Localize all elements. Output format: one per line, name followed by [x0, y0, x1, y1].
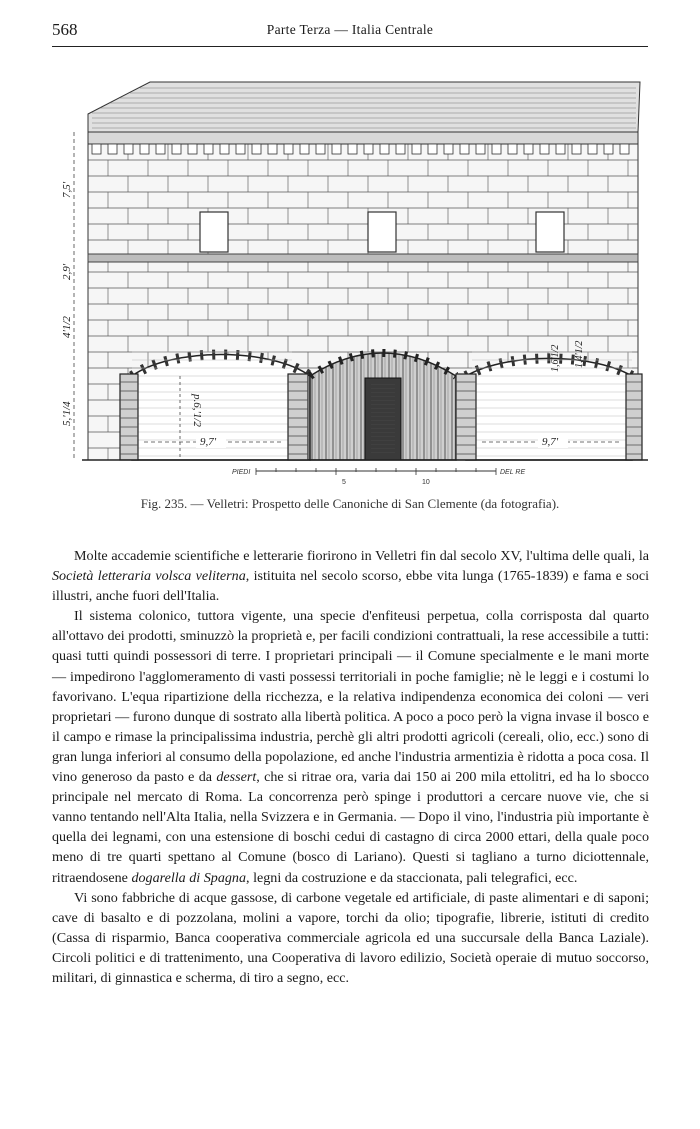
italic-term: dessert — [216, 769, 257, 786]
body-text — [52, 546, 649, 988]
pier-3 — [456, 374, 476, 460]
dim-arch-right-a: 1,6'1/2 — [550, 344, 561, 372]
scale-mark-10: 10 — [422, 479, 430, 486]
scale-bar — [232, 468, 525, 486]
header-rule — [52, 46, 648, 47]
paragraph-3 — [52, 888, 649, 988]
door-panel — [371, 384, 395, 454]
figure-caption: Fig. 235. — Velletri: Prospetto delle Canoniche di San Clemente (da fotografia). — [140, 496, 560, 511]
facade-illustration — [52, 76, 648, 488]
paragraph-1 — [52, 546, 649, 606]
pier-2 — [288, 374, 308, 460]
scale-mark-5: 5 — [342, 479, 346, 486]
page-header — [52, 20, 648, 44]
dim-span-right: 9,7' — [542, 436, 559, 448]
window-right — [536, 212, 564, 252]
window-left — [200, 212, 228, 252]
text-run: Vi sono fabbriche di acque gassose, di carbone vegetale ed artificiale, di paste alimentari e di saponi; cave di basalto e di pozzolana, molini a vapore, torchi da olio; tipografie, librerie, istituti di credito (Cassa di risparmio, Banca cooperativa commerciale agricola ed una succursale della Banca Laziale). Circoli politici e di trattenimento, una Cooperativa di lavoro edilizio, Società operaie di mutuo soccorso, militari, di ginnastica e scherma, di tiro a segno, ecc. — [52, 889, 649, 986]
text-run: , che si ritrae ora, varia dai 150 ai 200 mila ettolitri, ed ha lo sbocco principale nel mercato di Roma. La concorrenza però spinge i produttori a cercare nuove vie, che si vanno tentando nell'Alta Italia, nella Svizzera e in Germania. — Dopo il vino, l'industria più importante è quella dei legnami, con una estensione di boschi cedui di castagno di circa 2000 ettari, della quale poco meno di tre quarti spettano al Comune (bosco di Lariano). Questi si tagliano a turno diciottennale, ritraendosene — [52, 769, 649, 886]
dim-span-left: 9,7' — [200, 436, 217, 448]
pier-4 — [626, 374, 642, 460]
running-title: Parte Terza — Italia Centrale — [266, 22, 434, 37]
text-run: Il sistema colonico, tuttora vigente, una specie d'enfiteusi perpetua, colla corrisposta dal quarto all'ottavo dei prodotti, sminuzzò la proprietà e, per facili condizioni contrattuali, la rese accessibile a tutti: quasi tutti quindi possessori di terre. I proprietari principali — il Comune specialmente e le mani morte — impedirono l'agglomeramento di vasti possessi territoriali in poche famiglie; nè le leggi e i costumi lo favorivano. L'equa ripartizione della ricchezza, e la relativa indipendenza economica dei coloni — veri proprietari — furono dunque di sostrato alla libertà politica. A poco a poco però la vigna invase il bosco e il campo e rimase la principalissima industria, perchè gli altri prodotti agricoli (cereali, olio, ecc.) sono di gran lunga inferiori al consumo della popolazione, ed anche l'industria armentizia è ridotta a poca cosa. Il vino generoso da pasto e da — [52, 608, 649, 786]
string-course — [88, 254, 638, 262]
window-center — [368, 212, 396, 252]
italic-term: dogarella di Spagna — [131, 869, 247, 886]
dim-pier-height: p.6,'1/2 — [191, 394, 203, 427]
scale-label-right: DEL RE — [500, 469, 526, 476]
paragraph-2 — [52, 606, 649, 887]
dim-arch-right-b: 1,4'1/2 — [574, 340, 585, 368]
dim-left-top: 7,5' — [61, 181, 73, 198]
text-run: , legni da costruzione e da staccionata, pali telegrafici, ecc. — [246, 869, 578, 886]
page-number: 568 — [52, 20, 78, 39]
cornice — [88, 132, 638, 144]
dim-left-bottom: 5,'1/4 — [61, 401, 73, 426]
dim-left-arch: 4'1/2 — [61, 316, 73, 338]
dim-left-mid: 2,9' — [61, 263, 73, 280]
text-run: , istituita nel secolo scorso, ebbe vita lunga (1765-1839) e fama e soci illustri, anche fuori dell'Italia. — [52, 568, 649, 605]
roof — [88, 82, 640, 132]
facade-engraving — [52, 76, 648, 488]
italic-term: Società letteraria volsca veliterna — [52, 568, 246, 585]
pier-1 — [120, 374, 138, 460]
text-run: Molte accademie scientifiche e letterarie fiorirono in Velletri fin dal secolo XV, l'ultima delle quali, la — [74, 548, 649, 564]
scale-label-left: PIEDI — [232, 469, 251, 476]
